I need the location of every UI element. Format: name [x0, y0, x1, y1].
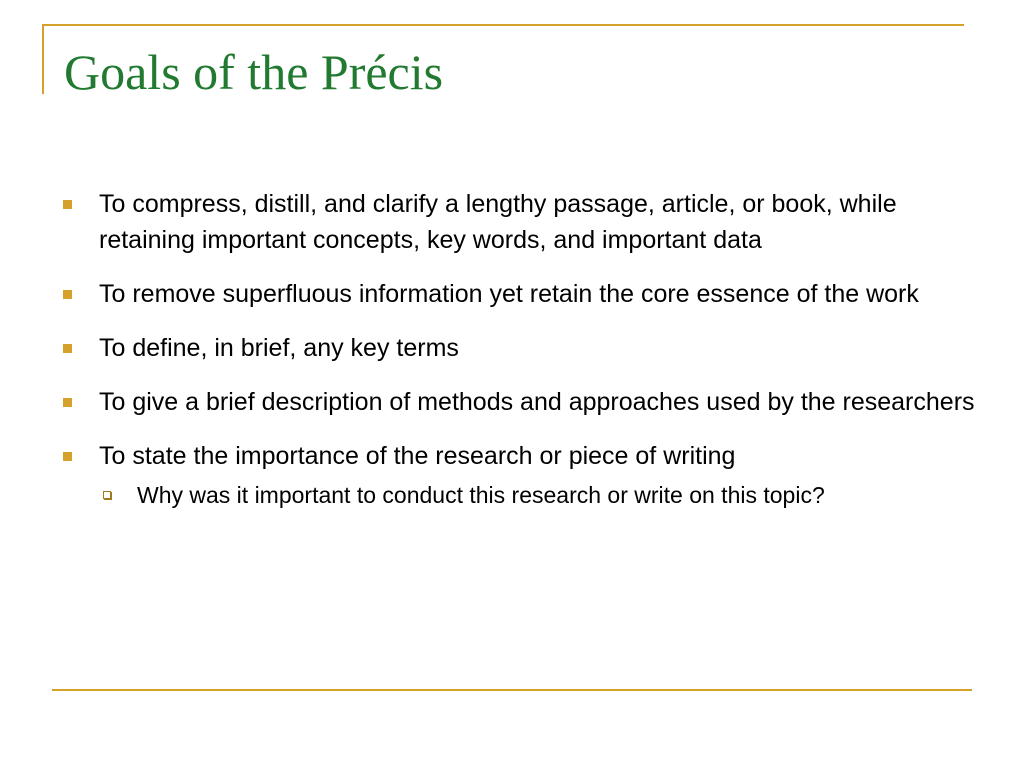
- bullet-text: To remove superfluous information yet retain the core essence of the work: [99, 280, 919, 308]
- slide-body: [60, 186, 980, 512]
- bullet-item: [60, 384, 980, 420]
- bullet-text: To define, in brief, any key terms: [99, 334, 459, 362]
- bullet-text: To compress, distill, and clarify a lengthy passage, article, or book, while retaining important concepts, key words, and important data: [99, 190, 897, 254]
- hollow-square-bullet-icon: [103, 491, 111, 499]
- square-bullet-icon: [63, 290, 72, 299]
- bullet-item: [60, 186, 980, 258]
- slide-title: Goals of the Précis: [64, 44, 444, 100]
- sub-bullet-list: [99, 478, 980, 512]
- bottom-rule: [52, 689, 972, 691]
- sub-bullet-text: Why was it important to conduct this research or write on this topic?: [137, 482, 825, 508]
- left-rule: [42, 24, 44, 94]
- bullet-item: [60, 276, 980, 312]
- square-bullet-icon: [63, 398, 72, 407]
- bullet-text: To give a brief description of methods and approaches used by the researchers: [99, 388, 975, 416]
- sub-bullet-item: [99, 478, 980, 512]
- bullet-list: [60, 186, 980, 512]
- square-bullet-icon: [63, 344, 72, 353]
- top-rule: [42, 24, 964, 26]
- square-bullet-icon: [63, 452, 72, 461]
- square-bullet-icon: [63, 200, 72, 209]
- bullet-item: [60, 438, 980, 512]
- bullet-text: To state the importance of the research or piece of writing: [99, 442, 736, 470]
- bullet-item: [60, 330, 980, 366]
